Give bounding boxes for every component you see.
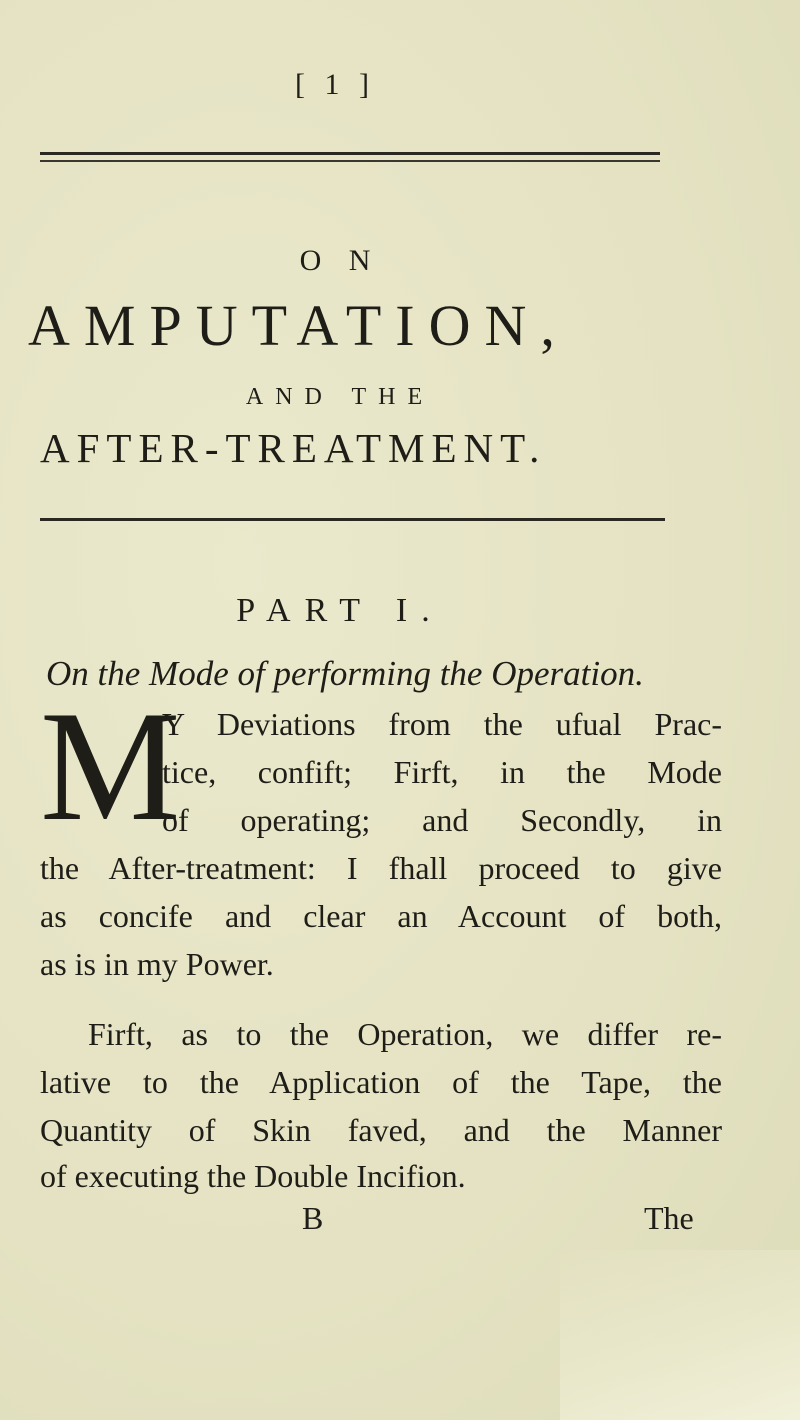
heading-after-treatment: AFTER-TREATMENT. bbox=[40, 425, 547, 471]
body-line-8: lative to the Application of the Tape, the bbox=[40, 1064, 722, 1100]
body-line-3: of operating; and Secondly, in bbox=[162, 802, 722, 838]
body-line-4: the After-treatment: I fhall proceed to give bbox=[40, 850, 722, 886]
body-line-2: tice, confift; Firft, in the Mode bbox=[162, 754, 722, 790]
section-rule bbox=[40, 518, 665, 521]
catchword: The bbox=[644, 1200, 694, 1236]
drop-cap: M bbox=[40, 679, 181, 854]
part-heading: PART I. bbox=[236, 592, 444, 629]
top-rule bbox=[40, 152, 660, 155]
heading-on: O N bbox=[299, 244, 381, 277]
paper-shading bbox=[560, 1250, 800, 1420]
top-rule-secondary bbox=[40, 160, 660, 162]
page-number: [ 1 ] bbox=[295, 68, 375, 101]
heading-title: AMPUTATION, bbox=[28, 293, 569, 358]
body-line-10: of executing the Double Incifion. bbox=[40, 1158, 466, 1194]
body-line-6: as is in my Power. bbox=[40, 946, 274, 982]
signature-mark: B bbox=[302, 1200, 324, 1236]
part-subtitle: On the Mode of performing the Operation. bbox=[46, 654, 644, 693]
body-line-1: Y Deviations from the ufual Prac- bbox=[162, 706, 722, 742]
body-line-5: as concife and clear an Account of both, bbox=[40, 898, 722, 934]
heading-and-the: AND THE bbox=[245, 384, 435, 410]
body-line-7: Firft, as to the Operation, we differ re- bbox=[88, 1016, 722, 1052]
body-line-9: Quantity of Skin faved, and the Manner bbox=[40, 1112, 722, 1148]
